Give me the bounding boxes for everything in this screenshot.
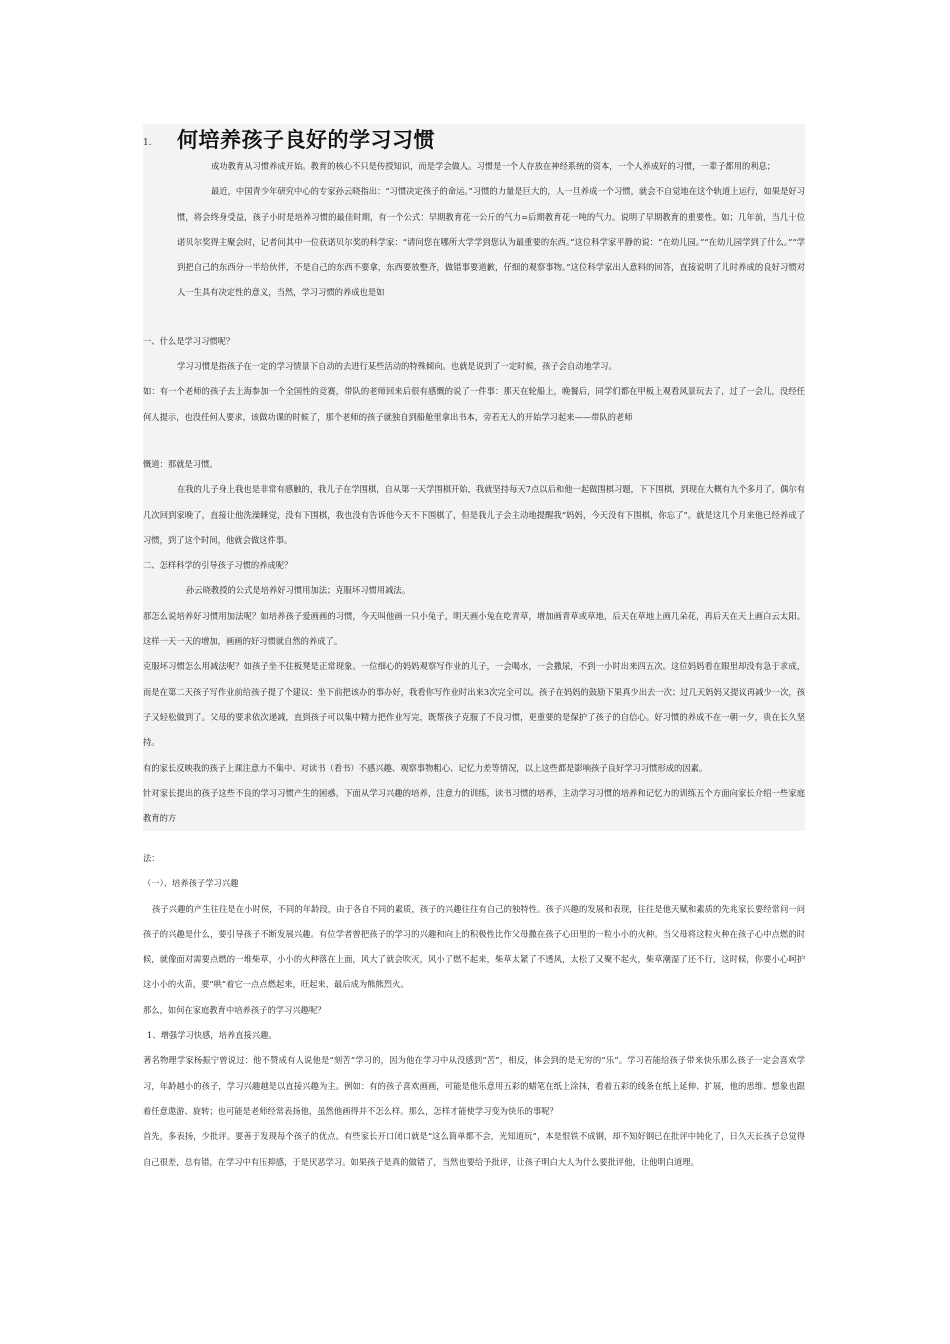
problems-paragraph: 有的家长反映我的孩子上课注意力不集中、对读书（看书）不感兴趣、观察事物粗心、记忆力差等情况，以上这些都是影响孩子良好学习习惯形成的因素。 [143, 762, 708, 773]
intro-paragraph-2: 最近，中国青少年研究中心的专家孙云晓指出：“习惯决定孩子的命运。”习惯的力量是巨大的，人一旦养成一个习惯，就会不自觉地在这个轨道上运行，如果是好习惯，将会终身受益，孩子小时是培养习惯的最佳时期，有一个公式：早期教育花一公斤的气力=后期教育花一吨的气力。说明了早期教育的重要性。如；几年前，当几十位诺贝尔奖得主聚会时，记者问其中一位获诺贝尔奖的科学家：“请问您在哪所大学学到您认为最重要的东西。”这位科学家平静的说：“在幼儿园。”“在幼儿园学到了什么。”“学到把自己的东西分一半给伙伴，不是自己的东西不要拿，东西要放整齐，做错事要道歉，仔细的观察事物。”这位科学家出人意料的回答，直接说明了儿时养成的良好习惯对人一生具有决定性的意义，当然，学习习惯的养成也是如 [177, 186, 805, 298]
story-paragraph: 在我的儿子身上我也是非常有感触的，我儿子在学围棋，自从第一天学围棋开始，我就坚持每天7点以后和他一起做围棋习题，下下围棋，到现在大概有九个多月了，偶尔有几次回到家晚了，直接让他洗澡睡觉，没有下围棋，我也没有告诉他今天不下围棋了，但是我儿子会主动地提醒我“妈妈，今天没有下围棋，你忘了”。就是这几个月来他已经养成了习惯，到了这个时间，他就会做这件事。 [143, 484, 805, 545]
heading-number: 1. [143, 138, 152, 148]
interest-paragraph-1: 孩子兴趣的产生往往是在小时侯，不同的年龄段，由于各自不同的素质，孩子的兴趣往往有自己的独特性。孩子兴趣的发展和表现，往往是他天赋和素质的先兆家长要经常问一问孩子的兴趣是什么，要引导孩子不断发展兴趣。有位学者曾把孩子的学习的兴趣和向上的积极性比作父母撒在孩子心田里的一粒小小的火种。当父母将这粒火种在孩子心中点燃的时候，就像面对需要点燃的一堆柴草，小小的火种落在上面，风大了就会吹灭，风小了燃不起来，柴草太紧了不透风，太松了又聚不起火，柴草潮湿了还不行，这时候，你要小心呵护这小小的火苗，要“哄”着它一点点燃起来，旺起来，最后成为熊熊烈火。 [143, 903, 805, 990]
subtraction-paragraph: 克服坏习惯怎么用减法呢？如孩子坐不住板凳是正常现象。一位细心的妈妈观察写作业的儿子，一会喝水，一会撒尿，不到一小时出来四五次。这位妈妈看在眼里却没有急于求成，而是在第二天孩子写作业前给孩子提了个建议：坐下前把该办的事办好，我看你写作业时出来3次完全可以。孩子在妈妈的鼓励下果真少出去一次；过几天妈妈又提议再减少一次，孩子又轻松做到了。父母的要求依次递减，直到孩子可以集中精力把作业写完，既帮孩子克服了不良习惯，更重要的是保护了孩子的自信心。好习惯的养成不在一朝一夕，贵在长久坚持。 [143, 661, 805, 748]
interest-question: 那么，如何在家庭教育中培养孩子的学习兴趣呢？ [143, 1004, 326, 1015]
definition-paragraph: 学习习惯是指孩子在一定的学习情景下自动的去进行某些活动的特殊倾向。也就是说到了一定时候，孩子会自动地学习。 [177, 361, 617, 372]
plan-paragraph: 针对家长提出的孩子这些不良的学习习惯产生的困惑，下面从学习兴趣的培养，注意力的训练，读书习惯的培养，主动学习习惯的培养和记忆力的训练五个方面向家长介绍一些家庭教育的方 [143, 787, 805, 824]
plan-tail: 法： [143, 853, 160, 863]
formula-paragraph: 孙云晓教授的公式是培养好习惯用加法；克服坏习惯用减法。 [186, 585, 411, 596]
interest-item-1: 1、增强学习快感，培养直接兴趣。 [147, 1030, 277, 1041]
intro-block [143, 154, 805, 306]
heading-row [143, 124, 805, 154]
document-page [143, 124, 805, 831]
section-heading-what-is-habit: 一、什么是学习习惯呢？ [143, 335, 235, 346]
addition-paragraph: 那怎么说培养好习惯用加法呢？如培养孩子爱画画的习惯，今天叫他画一只小兔子，明天画小兔在吃青草，增加画青草或草地，后天在草地上画几朵花，再后天在天上画白云太阳。这样一天一天的增加，画画的好习惯就自然的养成了。 [143, 610, 805, 647]
intro-paragraph-1: 成功教育从习惯养成开始。教育的核心不只是传授知识，而是学会做人。习惯是一个人存放在神经系统的资本，一个人养成好的习惯，一辈子都用的利息； [211, 161, 776, 171]
interest-paragraph-2: 著名物理学家杨振宁曾说过：他不赞成有人说他是“刻苦”学习的，因为他在学习中从没感到“苦”，相反，体会到的是无穷的“乐”。学习若能给孩子带来快乐那么孩子一定会喜欢学习，年龄越小的孩子，学习兴趣越是以直接兴趣为主。例如：有的孩子喜欢画画，可能是他乐意用五彩的蜡笔在纸上涂抹，看着五彩的线条在纸上延伸、扩展，他的思维、想象也跟着任意遨游、旋转；也可能是老师经常表扬他，虽然他画得并不怎么样。那么，怎样才能使学习变为快乐的事呢？ [143, 1055, 805, 1116]
section-heading-how-to-guide: 二、怎样科学的引导孩子习惯的养成呢？ [143, 560, 293, 571]
page-title: 何培养孩子良好的学习习惯 [177, 127, 435, 152]
summary-paragraph: 慨道：那就是习惯。 [143, 458, 218, 469]
section-heading-interest: （一）、培养孩子学习兴趣 [143, 878, 239, 889]
page-continuation [143, 846, 805, 1175]
interest-paragraph-3: 首先，多表扬，少批评。要善于发现每个孩子的优点。有些家长开口闭口就是“这么简单都不会，光知道玩”，本是恨铁不成钢，却不知好钢已在批评中钝化了，日久天长孩子总觉得自己很差，总有错，在学习中有压抑感，于是厌恶学习。如果孩子是真的做错了，当然也要给予批评，让孩子明白大人为什么要批评他，让他明白道理。 [143, 1131, 805, 1167]
example-paragraph: 如：有一个老师的孩子去上海参加一个全国性的竞赛，带队的老师回来后很有感慨的说了一件事：那天在轮船上，晚餐后，同学们都在甲板上观看风景玩去了，过了一会儿，没经任何人提示，也没任何人要求，该做功课的时候了，那个老师的孩子就独自到船舱里拿出书本，旁若无人的开始学习起来——带队的老师 [143, 386, 805, 422]
